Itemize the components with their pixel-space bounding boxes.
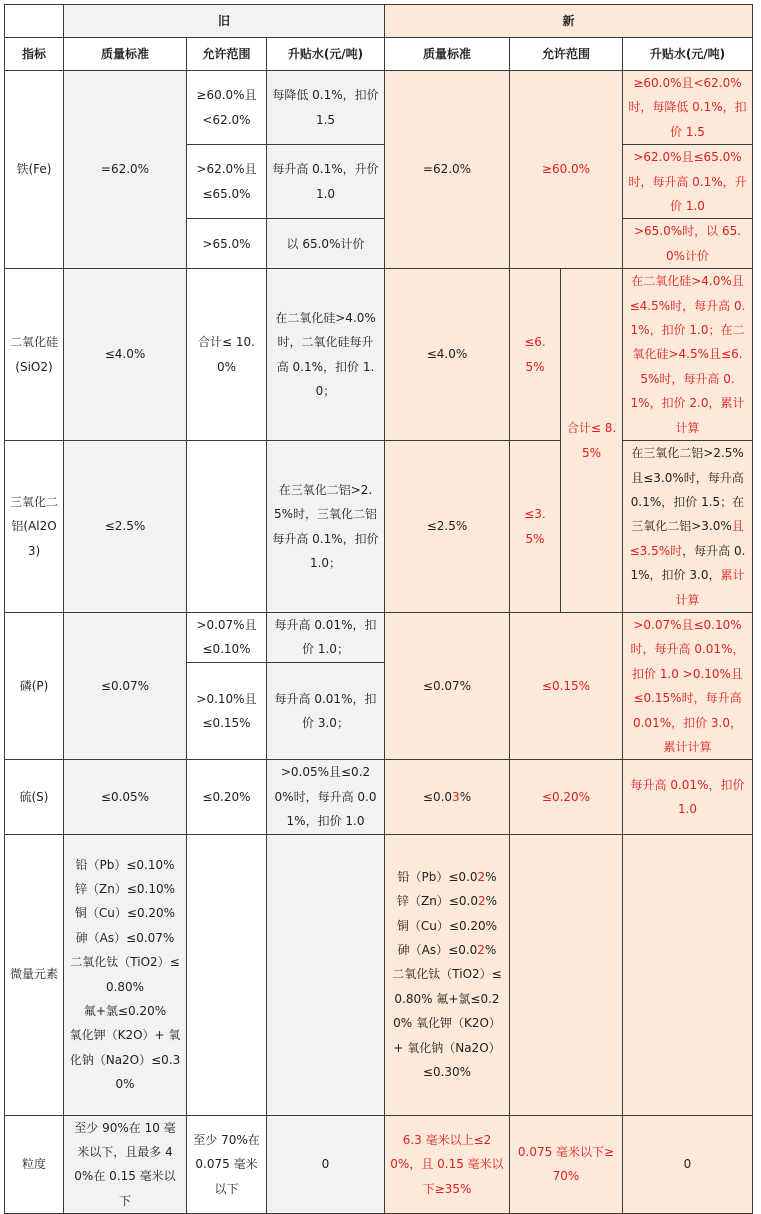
sio2-old-quality: ≤4.0%: [64, 269, 187, 441]
trace-new-cu: 铜（Cu）≤0.20%: [396, 918, 498, 933]
trace-new-pb-b: 2: [477, 869, 486, 884]
header-indicator: 指标: [5, 38, 64, 71]
trace-new-as-c: %: [484, 942, 497, 957]
trace-new-zn-c: %: [485, 894, 497, 909]
al2o3-new-adjust-part-c: ，每升高 0.1%，扣价 3.0，: [630, 543, 746, 583]
trace-old-adjust-empty: [267, 834, 385, 1115]
header-new-quality: 质量标准: [385, 38, 510, 71]
s-old-adjust: >0.05%且≤0.20%时，每升高 0.01%，扣价 1.0: [267, 760, 385, 834]
p-old-quality: ≤0.07%: [64, 612, 187, 759]
al2o3-old-adjust: 在三氧化二铝>2.5%时，三氧化二铝每升高 0.1%，扣价 1.0；: [267, 441, 385, 613]
trace-old-quality: [64, 834, 187, 1115]
header-old-group: 旧: [64, 5, 385, 38]
row-label-s: 硫(S): [5, 760, 64, 834]
header-new-group: 新: [385, 5, 753, 38]
fe-new-adjust-3: >65.0%时，以 65.0%计价: [623, 219, 753, 269]
p-new-range: ≤0.15%: [510, 612, 623, 759]
s-new-quality-b: 3: [452, 789, 460, 804]
trace-new-as-a: 砷（As）≤0.0: [397, 942, 478, 957]
trace-old-cu: 铜（Cu）≤0.20%: [74, 906, 176, 921]
fe-old-adjust-1: 每降低 0.1%，扣价 1.5: [267, 71, 385, 145]
trace-new-adjust-empty: [623, 834, 753, 1115]
p-old-adjust-2: 每升高 0.01%，扣价 3.0；: [267, 662, 385, 759]
size-new-quality: 6.3 毫米以上≤20%，且 0.15 毫米以下≥35%: [385, 1115, 510, 1214]
trace-new-quality: [385, 834, 510, 1115]
header-old-adjust: 升贴水(元/吨): [267, 38, 385, 71]
trace-new-rest: 二氧化钛（TiO2）≤0.80% 氟+氯≤0.20% 氧化钾（K2O）+ 氧化钠（Na2O）≤0.30%: [392, 967, 502, 1080]
sio2-new-range: ≤6.5%: [510, 269, 561, 441]
header-old-quality: 质量标准: [64, 38, 187, 71]
s-new-adjust: 每升高 0.01%，扣价 1.0: [623, 760, 753, 834]
fe-new-adjust-2: >62.0%且≤65.0%时，每升高 0.1%，升价 1.0: [623, 145, 753, 219]
row-label-sio2: 二氧化硅(SiO2): [5, 269, 64, 441]
trace-old-pb: 铅（Pb）≤0.10%: [75, 857, 175, 872]
size-old-range: 至少 70%在 0.075 毫米以下: [187, 1115, 267, 1214]
fe-old-range-1: ≥60.0%且<62.0%: [187, 71, 267, 145]
header-blank-cell: [5, 5, 64, 38]
fe-new-adjust-1: ≥60.0%且<62.0%时，每降低 0.1%，扣价 1.5: [623, 71, 753, 145]
p-old-adjust-1: 每升高 0.01%，扣价 1.0；: [267, 612, 385, 662]
row-label-fe: 铁(Fe): [5, 71, 64, 269]
al2o3-old-range-empty: [187, 441, 267, 613]
row-label-al2o3: 三氧化二铝(Al2O3): [5, 441, 64, 613]
p-old-range-2: >0.10%且≤0.15%: [187, 662, 267, 759]
trace-new-zn-b: 2: [477, 894, 486, 909]
s-old-range: ≤0.20%: [187, 760, 267, 834]
row-label-size: 粒度: [5, 1115, 64, 1214]
p-old-range-1: >0.07%且≤0.10%: [187, 612, 267, 662]
size-old-quality: 至少 90%在 10 毫米以下，且最多 40%在 0.15 毫米以下: [64, 1115, 187, 1214]
sio2-old-range: 合计≤ 10.0%: [187, 269, 267, 441]
fe-old-adjust-3: 以 65.0%计价: [267, 219, 385, 269]
trace-new-pb-a: 铅（Pb）≤0.0: [397, 869, 478, 884]
al2o3-old-quality: ≤2.5%: [64, 441, 187, 613]
trace-old-as: 砷（As）≤0.07%: [75, 930, 175, 945]
row-label-p: 磷(P): [5, 612, 64, 759]
s-new-quality: [385, 760, 510, 834]
sio2-al2o3-new-total: 合计≤ 8.5%: [561, 269, 623, 613]
size-old-adjust: 0: [267, 1115, 385, 1214]
al2o3-new-adjust-part-a: 在三氧化二铝>2.5%且≤3.0%时，每升高 0.1%，扣价 1.5；在三氧化二铝>3.0%: [630, 446, 745, 534]
trace-new-zn-a: 锌（Zn）≤0.0: [396, 894, 478, 909]
row-label-trace: 微量元素: [5, 834, 64, 1115]
fe-new-quality: =62.0%: [385, 71, 510, 269]
p-new-quality: ≤0.07%: [385, 612, 510, 759]
fe-old-range-3: >65.0%: [187, 219, 267, 269]
header-old-range: 允许范围: [187, 38, 267, 71]
trace-new-range-empty: [510, 834, 623, 1115]
al2o3-new-range: ≤3.5%: [510, 441, 561, 613]
size-new-range: 0.075 毫米以下≥70%: [510, 1115, 623, 1214]
trace-new-pb-c: %: [485, 869, 497, 884]
header-new-range: 允许范围: [510, 38, 623, 71]
trace-old-k2o-na2o: 氧化钾（K2O）+ 氧化钠（Na2O）≤0.30%: [69, 1028, 181, 1092]
sio2-new-quality: ≤4.0%: [385, 269, 510, 441]
s-new-quality-c: %: [459, 789, 472, 804]
al2o3-new-adjust-part-d: 累计计算: [675, 568, 745, 607]
trace-new-pb: [390, 865, 504, 889]
fe-old-range-2: >62.0%且≤65.0%: [187, 145, 267, 219]
header-new-adjust: 升贴水(元/吨): [623, 38, 753, 71]
sio2-new-adjust: 在二氧化硅>4.0%且≤4.5%时，每升高 0.1%，扣价 1.0；在二氧化硅>4.5%且≤6.5%时，每升高 0.1%，扣价 2.0，累计计算: [623, 269, 753, 441]
trace-new-as: [390, 938, 504, 962]
fe-old-quality: =62.0%: [64, 71, 187, 269]
comparison-table: [4, 4, 753, 1214]
trace-new-zn: [390, 889, 504, 913]
al2o3-new-adjust: [623, 441, 753, 613]
sio2-old-adjust: 在二氧化硅>4.0%时，二氧化硅每升高 0.1%，扣价 1.0；: [267, 269, 385, 441]
s-new-quality-a: ≤0.0: [422, 789, 453, 804]
trace-old-zn: 锌（Zn）≤0.10%: [74, 881, 175, 896]
fe-new-range: ≥60.0%: [510, 71, 623, 269]
fe-old-adjust-2: 每升高 0.1%，升价 1.0: [267, 145, 385, 219]
p-new-adjust: >0.07%且≤0.10%时，每升高 0.01%，扣价 1.0 >0.10%且≤0.15%时，每升高 0.01%，扣价 3.0，累计计算: [623, 612, 753, 759]
al2o3-new-quality: ≤2.5%: [385, 441, 510, 613]
trace-old-f-cl: 氟+氯≤0.20%: [83, 1004, 167, 1018]
al2o3-new-adjust-part-b: 且≤3.5%时: [629, 519, 744, 558]
trace-old-range-empty: [187, 834, 267, 1115]
s-new-range: ≤0.20%: [510, 760, 623, 834]
trace-new-as-b: 2: [477, 942, 485, 957]
size-new-adjust: 0: [623, 1115, 753, 1214]
trace-old-tio2: 二氧化钛（TiO2）≤0.80%: [70, 955, 180, 994]
s-old-quality: ≤0.05%: [64, 760, 187, 834]
